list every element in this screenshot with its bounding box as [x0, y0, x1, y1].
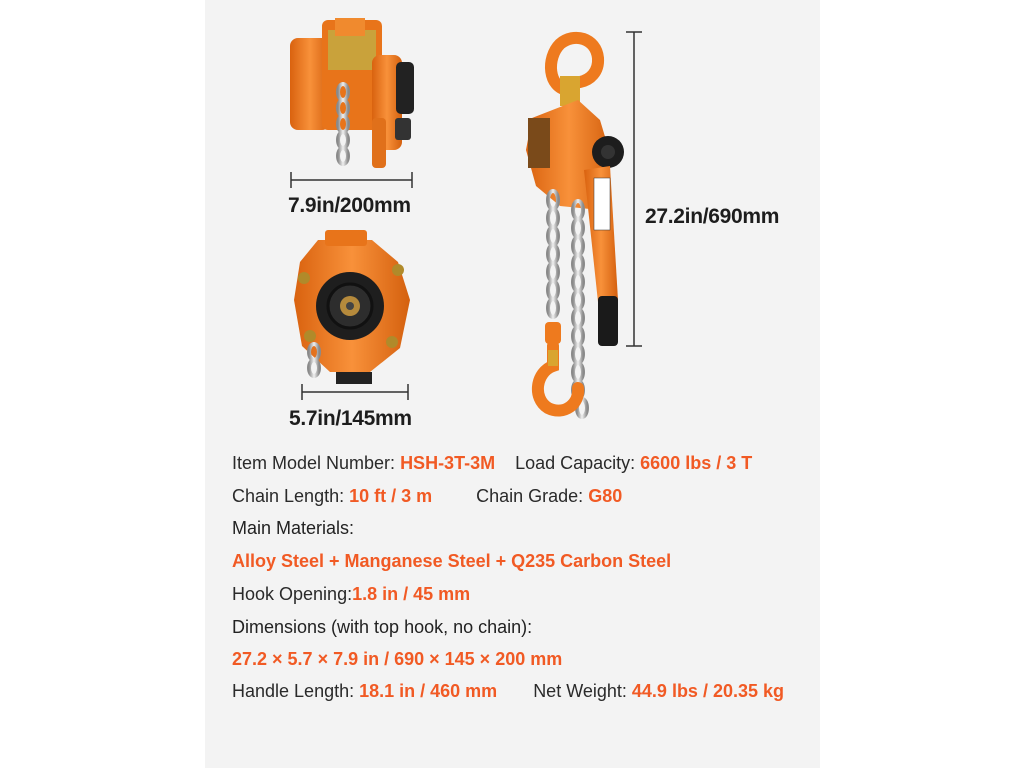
height-dimension-line [626, 32, 642, 346]
spec-row-handle-weight [232, 681, 784, 702]
side-width-dimension-line [302, 384, 408, 400]
handle-label: Handle Length: [232, 681, 360, 701]
chain-length-value: 10 ft / 3 m [349, 486, 433, 506]
chain-grade-value: G80 [588, 486, 623, 506]
side-width-label: 5.7in/145mm [289, 407, 412, 430]
capacity-value: 6600 lbs / 3 T [640, 453, 753, 473]
dimensions-value: 27.2 × 5.7 × 7.9 in / 690 × 145 × 200 mm [232, 649, 563, 669]
spec-row-model-capacity [232, 453, 752, 474]
hook-value: 1.8 in / 45 mm [352, 584, 471, 604]
materials-label: Main Materials: [232, 518, 355, 538]
hoist-side-view [294, 230, 410, 384]
height-label: 27.2in/690mm [645, 205, 780, 228]
weight-label: Net Weight: [533, 681, 632, 701]
dimensions-label: Dimensions (with top hook, no chain): [232, 617, 533, 637]
model-value: HSH-3T-3M [400, 453, 496, 473]
model-label: Item Model Number: [232, 453, 401, 473]
hoist-full-view [526, 38, 624, 417]
handle-value: 18.1 in / 460 mm [359, 681, 498, 701]
spec-row-hook [232, 584, 470, 605]
weight-value: 44.9 lbs / 20.35 kg [631, 681, 785, 701]
hoist-top-view [290, 18, 414, 168]
top-width-dimension-line [291, 172, 412, 188]
capacity-label: Load Capacity: [515, 453, 641, 473]
materials-value: Alloy Steel + Manganese Steel + Q235 Carbon Steel [232, 551, 672, 571]
hook-label: Hook Opening: [232, 584, 353, 604]
spec-row-chain [232, 486, 622, 507]
chain-grade-label: Chain Grade: [476, 486, 589, 506]
chain-length-label: Chain Length: [232, 486, 350, 506]
top-width-label: 7.9in/200mm [288, 194, 411, 217]
